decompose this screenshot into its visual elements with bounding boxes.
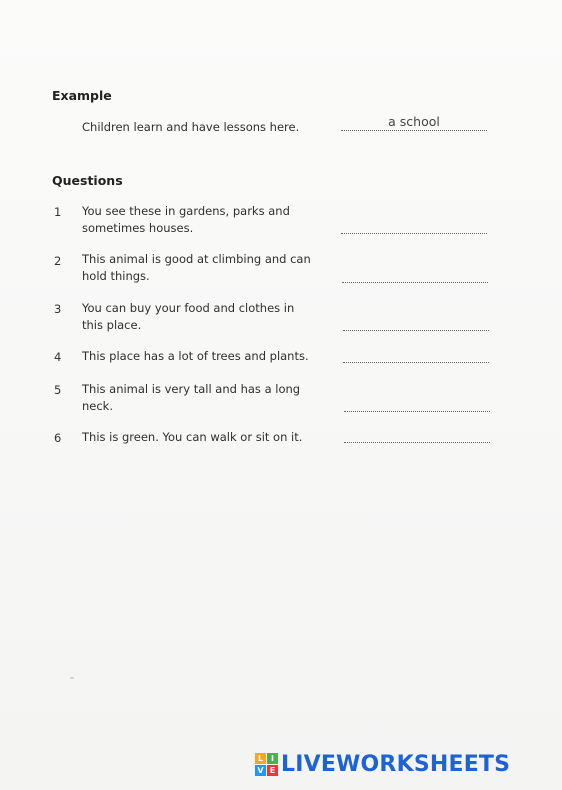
question-number: 2 [54,254,62,268]
question-line-1: You can buy your food and clothes in [82,301,295,315]
question-line-1: This place has a lot of trees and plants. [82,349,309,363]
question-text [82,251,327,285]
logo-letter: L [255,753,266,764]
question-line-1: This animal is good at climbing and can [82,252,311,266]
brand-name: LIVEWORKSHEETS [281,752,511,777]
logo-letter: V [255,765,266,776]
question-line-1: You see these in gardens, parks and [82,204,290,218]
answer-line-5 [344,397,490,412]
question-line-2: sometimes houses. [82,221,194,235]
question-line-2: neck. [82,399,114,413]
question-line-2: this place. [82,318,142,332]
question-number: 4 [54,350,62,364]
question-text [82,300,327,334]
question-text [82,348,332,365]
logo-letter: E [267,765,278,776]
question-text [82,381,327,415]
question-number: 6 [54,431,62,445]
answer-input-1[interactable] [341,218,487,232]
question-text [82,203,327,237]
question-line-2: hold things. [82,269,150,283]
example-answer: a school [388,114,440,129]
answer-line-2 [342,268,488,283]
answer-line-3 [343,316,489,331]
logo-letter: I [267,753,278,764]
questions-heading: Questions [52,173,123,188]
question-number: 3 [54,302,62,316]
question-number: 1 [54,205,62,219]
question-number: 5 [54,383,62,397]
answer-input-3[interactable] [343,315,489,329]
example-text: Children learn and have lessons here. [82,120,300,134]
answer-line-6 [344,428,490,443]
answer-input-6[interactable] [344,427,490,441]
answer-input-4[interactable] [343,347,489,361]
example-answer-line [341,116,487,131]
liveworksheets-footer [255,752,510,777]
liveworksheets-logo-icon [255,753,278,776]
question-line-1: This animal is very tall and has a long [82,382,301,396]
answer-input-2[interactable] [342,267,488,281]
answer-line-4 [343,348,489,363]
example-heading: Example [52,88,112,103]
question-text [82,429,332,446]
scan-speck [70,677,74,679]
question-line-1: This is green. You can walk or sit on it. [82,430,303,444]
answer-input-5[interactable] [344,396,490,410]
answer-line-1 [341,219,487,234]
